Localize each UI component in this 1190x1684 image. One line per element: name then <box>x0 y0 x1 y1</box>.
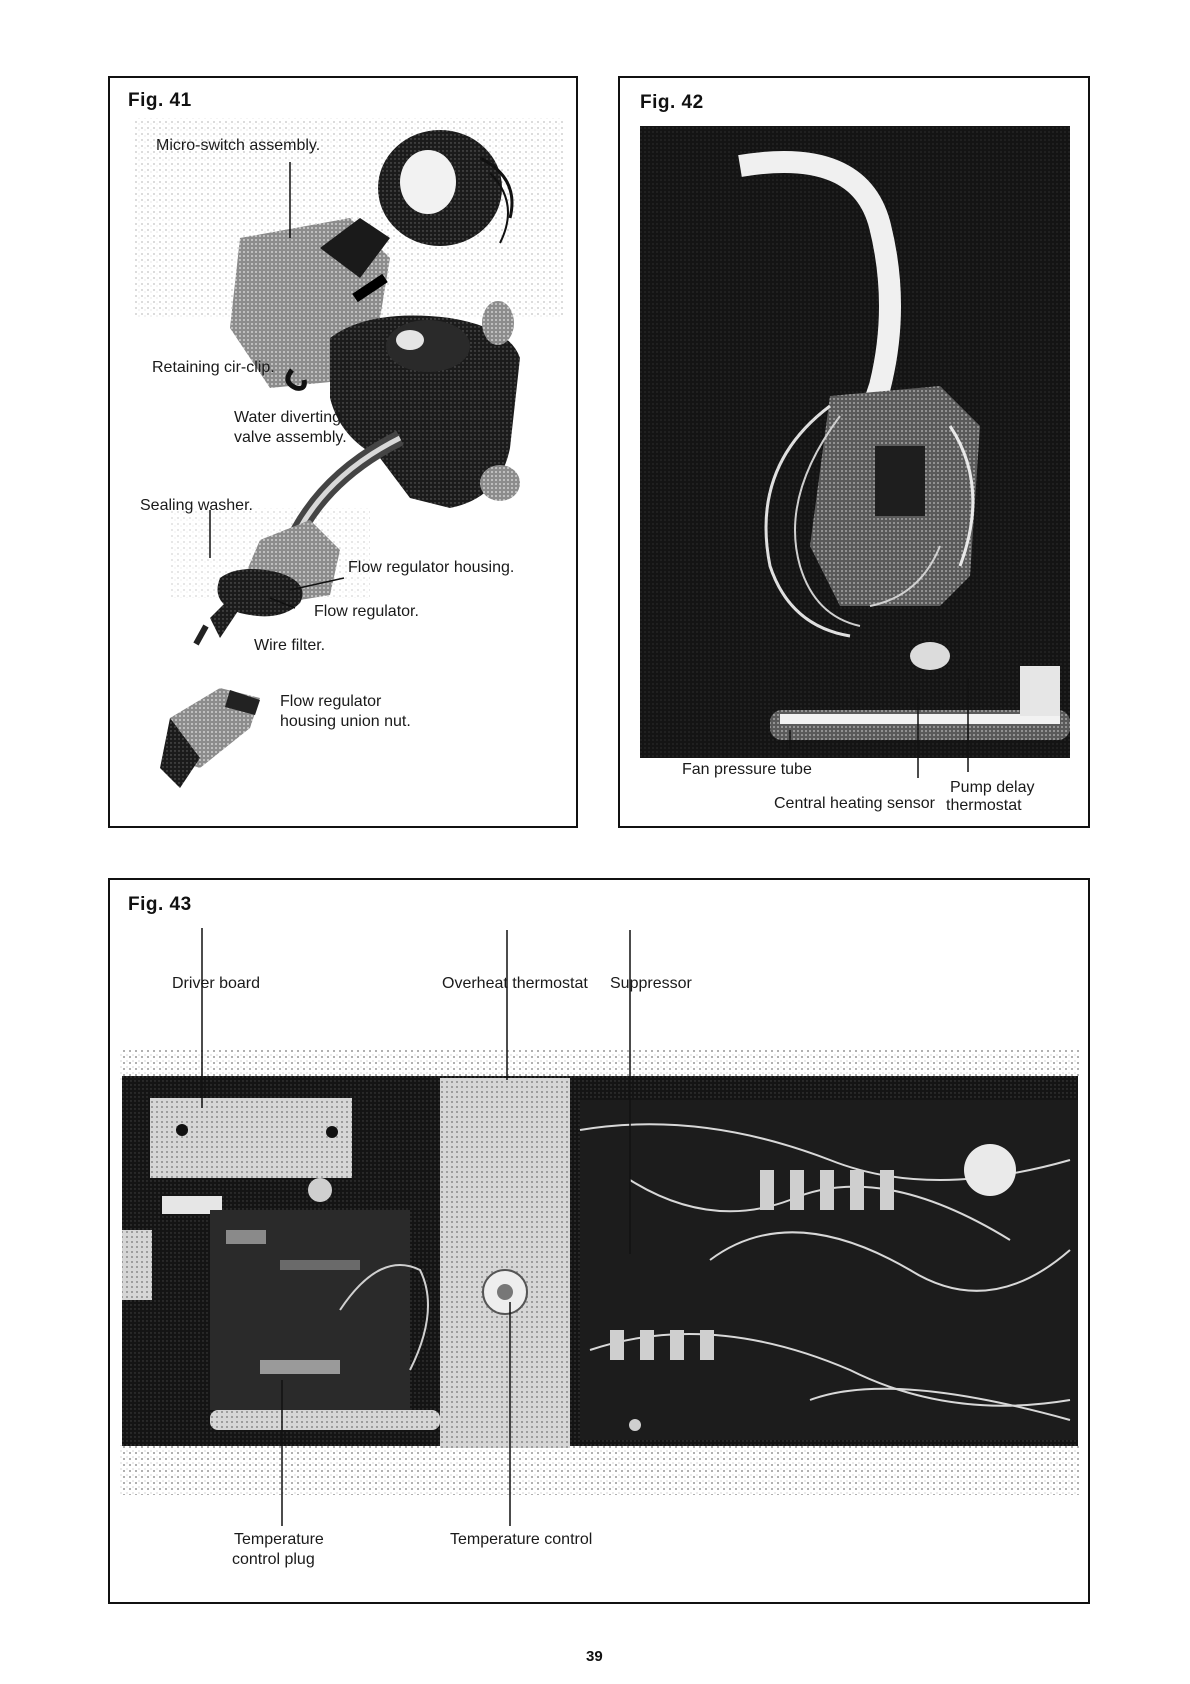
figure-42-panel <box>618 76 1090 828</box>
page-number: 39 <box>586 1648 603 1665</box>
figure-42-label: Fig. 42 <box>640 92 704 113</box>
figure-41-label: Fig. 41 <box>128 90 192 111</box>
callout-flow-regulator-housing: Flow regulator housing. <box>348 559 515 576</box>
callout-temperature-control-plug-line1: Temperature <box>234 1531 324 1548</box>
callout-retaining-cir-clip: Retaining cir-clip. <box>152 359 275 376</box>
callout-suppressor: Suppressor <box>610 975 692 992</box>
callout-flow-regulator: Flow regulator. <box>314 603 419 620</box>
figure-41-panel <box>108 76 578 828</box>
callout-temperature-control: Temperature control <box>450 1531 593 1548</box>
callout-union-nut-line1: Flow regulator <box>280 693 382 710</box>
callout-pump-delay-line2: thermostat <box>946 797 1022 814</box>
callout-pump-delay-line1: Pump delay <box>950 779 1035 796</box>
callout-wire-filter: Wire filter. <box>254 637 326 654</box>
callout-water-diverting-line1: Water diverting <box>234 409 341 426</box>
callout-sealing-washer: Sealing washer. <box>140 497 253 514</box>
callout-union-nut-line2: housing union nut. <box>280 713 411 730</box>
callout-central-heating-sensor: Central heating sensor <box>774 795 935 812</box>
figure-42-leaders <box>620 78 1088 826</box>
callout-temperature-control-plug-line2: control plug <box>232 1551 315 1568</box>
figure-43-label: Fig. 43 <box>128 894 192 915</box>
callout-overheat-thermostat: Overheat thermostat <box>442 975 588 992</box>
callout-driver-board: Driver board <box>172 975 261 992</box>
callout-water-diverting-line2: valve assembly. <box>234 429 347 446</box>
callout-fan-pressure-tube: Fan pressure tube <box>682 761 812 778</box>
callout-micro-switch-assembly: Micro-switch assembly. <box>156 137 321 154</box>
figure-43-panel <box>108 878 1090 1604</box>
